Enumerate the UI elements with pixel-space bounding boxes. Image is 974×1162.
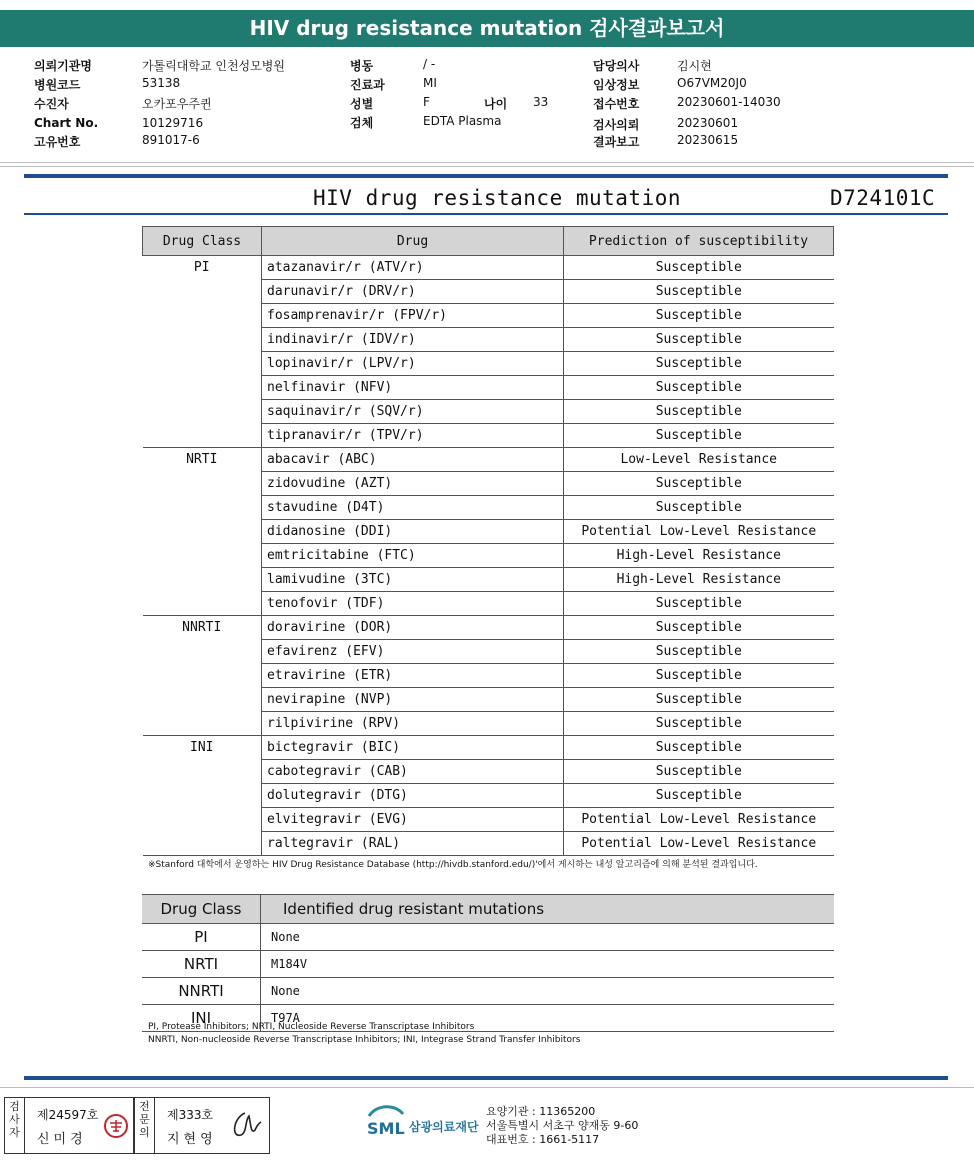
table-row [143,448,834,472]
section-rule-top [24,174,948,178]
prediction-cell: Susceptible [564,712,834,736]
prediction-cell: Potential Low-Level Resistance [564,832,834,856]
dept-value: MI [423,76,437,90]
report-date-label: 결과보고 [593,135,640,149]
doctor-value: 김시현 [677,59,712,73]
clinical-label: 임상정보 [593,78,640,92]
divider [0,1087,974,1088]
ward-label: 병동 [350,59,374,73]
drug-cell: darunavir/r (DRV/r) [262,280,564,304]
report-title: HIV drug resistance mutation 검사결과보고서 [0,10,974,47]
drug-cell: bictegravir (BIC) [262,736,564,760]
drug-cell: abacavir (ABC) [262,448,564,472]
header-drug: Drug [262,227,564,256]
drug-cell: saquinavir/r (SQV/r) [262,400,564,424]
hospital-label: 의뢰기관명 [34,59,92,73]
stanford-footnote: ※Stanford 대학에서 운영하는 HIV Drug Resistance Database (http://hivdb.stanford.edu/)'에서 게시하는 내성 알고리즘에 의해 분석된 결과입니다. [148,860,758,870]
table-row [142,924,834,951]
drug-cell: raltegravir (RAL) [262,832,564,856]
prediction-cell: Susceptible [564,280,834,304]
age-label: 나이 [484,97,508,111]
prediction-cell: Susceptible [564,640,834,664]
prediction-cell: Susceptible [564,256,834,280]
abbrev-line: NNRTI, Non-nucleoside Reverse Transcriptase Inhibitors; INI, Integrase Strand Transfer Inhibitors [148,1035,581,1045]
request-label: 검사의뢰 [593,118,640,132]
hospcode-value: 53138 [142,76,181,90]
examiner-label [5,1098,25,1153]
abbrev-line: PI, Protease Inhibitors; NRTI, Nucleoside Reverse Transcriptase Inhibitors [148,1022,475,1032]
drug-cell: atazanavir/r (ATV/r) [262,256,564,280]
drug-cell: etravirine (ETR) [262,664,564,688]
prediction-cell: Susceptible [564,400,834,424]
section-header [0,186,974,214]
table-row [142,978,834,1005]
mutations-table [142,894,834,1032]
table-row [143,736,834,760]
drug-cell: fosamprenavir/r (FPV/r) [262,304,564,328]
patient-label: 수진자 [34,97,69,111]
drug-class-cell: NRTI [142,951,261,978]
prediction-cell: Susceptible [564,664,834,688]
specialist-label [135,1098,155,1153]
table-header-row [142,895,834,924]
drug-cell: stavudine (D4T) [262,496,564,520]
drug-cell: elvitegravir (EVG) [262,808,564,832]
receipt-value: 20230601-14030 [677,95,781,109]
prediction-cell: High-Level Resistance [564,568,834,592]
specimen-label: 검체 [350,116,374,130]
drug-cell: nelfinavir (NFV) [262,376,564,400]
header-mutations: Identified drug resistant mutations [261,895,835,924]
section-title: HIV drug resistance mutation [313,186,682,210]
mutation-cell: T97A [261,1005,835,1032]
drug-cell: cabotegravir (CAB) [262,760,564,784]
lab-logo-text: SML [367,1119,405,1138]
footer-rule [24,1076,948,1080]
lab-phone: 대표번호 : 1661-5117 [486,1133,600,1146]
mutation-cell: None [261,924,835,951]
susceptibility-table [142,226,834,856]
clinical-value: O67VM20J0 [677,76,747,90]
prediction-cell: Susceptible [564,352,834,376]
prediction-cell: High-Level Resistance [564,544,834,568]
prediction-cell: Susceptible [564,496,834,520]
receipt-label: 접수번호 [593,97,640,111]
prediction-cell: Susceptible [564,472,834,496]
header-drug-class: Drug Class [143,227,262,256]
drug-class-cell: PI [143,256,262,448]
table-row [143,256,834,280]
drug-class-cell: NNRTI [142,978,261,1005]
drug-cell: doravirine (DOR) [262,616,564,640]
prediction-cell: Susceptible [564,424,834,448]
sex-value: F [423,95,430,109]
drug-cell: emtricitabine (FTC) [262,544,564,568]
signature-icon [227,1108,265,1142]
drug-class-cell: INI [143,736,262,856]
examiner-number: 제24597호 [37,1108,99,1122]
id-label: 고유번호 [34,135,81,149]
specialist-box [134,1097,270,1154]
patient-value: 오카포우주퀸 [142,97,212,111]
section-code: D724101C [830,186,936,210]
header-drug-class: Drug Class [142,895,261,924]
drug-class-cell: INI [142,1005,261,1032]
request-value: 20230601 [677,116,739,130]
drug-cell: lamivudine (3TC) [262,568,564,592]
prediction-cell: Susceptible [564,784,834,808]
prediction-cell: Low-Level Resistance [564,448,834,472]
drug-class-cell: PI [142,924,261,951]
prediction-cell: Susceptible [564,688,834,712]
drug-cell: indinavir/r (IDV/r) [262,328,564,352]
drug-cell: zidovudine (AZT) [262,472,564,496]
patient-info-block [0,55,974,155]
drug-cell: dolutegravir (DTG) [262,784,564,808]
mutation-cell: None [261,978,835,1005]
drug-class-cell: NNRTI [143,616,262,736]
sex-label: 성별 [350,97,374,111]
prediction-cell: Susceptible [564,328,834,352]
examiner-seal-icon [103,1113,129,1139]
drug-cell: tenofovir (TDF) [262,592,564,616]
drug-cell: rilpivirine (RPV) [262,712,564,736]
examiner-label-char: 검 사 자 [9,1100,20,1139]
prediction-cell: Susceptible [564,304,834,328]
specialist-number: 제333호 [167,1108,214,1122]
drug-cell: nevirapine (NVP) [262,688,564,712]
drug-cell: lopinavir/r (LPV/r) [262,352,564,376]
age-value: 33 [533,95,549,109]
divider [0,166,974,167]
hospcode-label: 병원코드 [34,78,81,92]
examiner-box [4,1097,134,1154]
specialist-label-char: 전 문 의 [139,1100,150,1139]
examiner-name: 신미경 [37,1132,87,1147]
table-row [143,616,834,640]
hospital-value: 가톨릭대학교 인천성모병원 [142,59,285,73]
drug-cell: tipranavir/r (TPV/r) [262,424,564,448]
prediction-cell: Susceptible [564,736,834,760]
dept-label: 진료과 [350,78,385,92]
prediction-cell: Potential Low-Level Resistance [564,808,834,832]
chart-label: Chart No. [34,116,99,130]
drug-class-cell: NRTI [143,448,262,616]
lab-name: 삼광의료재단 [409,1120,479,1134]
divider [0,162,974,163]
id-value: 891017-6 [142,133,200,147]
lab-address: 서울특별시 서초구 양재동 9-60 [486,1119,639,1132]
report-date-value: 20230615 [677,133,739,147]
prediction-cell: Potential Low-Level Resistance [564,520,834,544]
lab-code: 요양기관 : 11365200 [486,1105,596,1118]
prediction-cell: Susceptible [564,376,834,400]
sml-logo-icon [365,1104,483,1144]
specimen-value: EDTA Plasma [423,114,502,128]
lab-address-block [486,1105,638,1147]
drug-cell: efavirenz (EFV) [262,640,564,664]
section-rule-bottom [24,213,948,215]
chart-value: 10129716 [142,116,204,130]
specialist-name: 지현영 [167,1132,217,1147]
mutation-cell: M184V [261,951,835,978]
doctor-label: 담당의사 [593,59,640,73]
drug-cell: didanosine (DDI) [262,520,564,544]
header-prediction: Prediction of susceptibility [564,227,834,256]
table-header-row [143,227,834,256]
table-row [142,951,834,978]
lab-logo [365,1104,483,1148]
prediction-cell: Susceptible [564,616,834,640]
prediction-cell: Susceptible [564,592,834,616]
ward-value: / - [423,57,436,71]
abbreviations [148,1021,580,1047]
prediction-cell: Susceptible [564,760,834,784]
